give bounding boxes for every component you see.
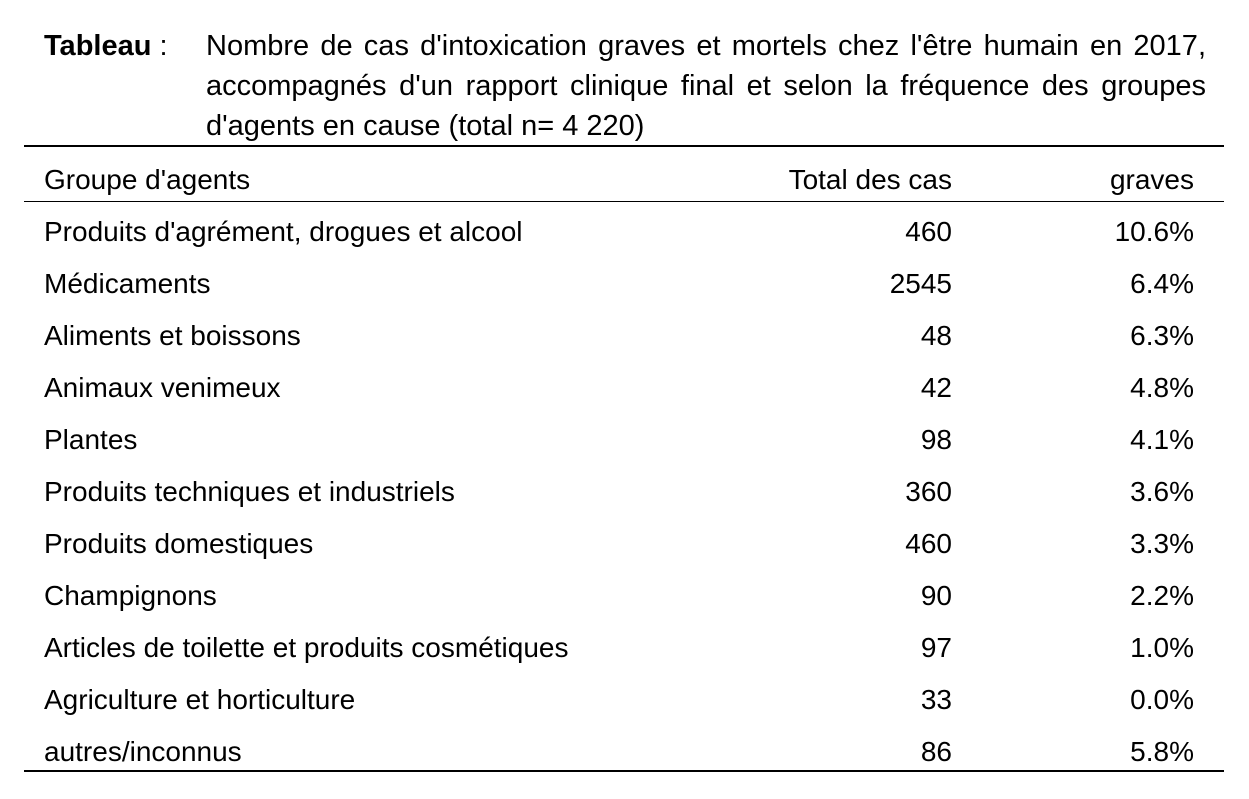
row-total: 33 [920, 684, 952, 715]
row-graves: 4.8% [1130, 372, 1194, 403]
caption-text: Nombre de cas d'intoxication graves et mortels chez l'être humain en 2017, accompagnés d'un rapport clinique final et selon la fréquence des groupes d'agents en cause (total n= 4 220) [206, 30, 1206, 142]
caption-label-text: Tableau [44, 30, 152, 62]
table-row [0, 622, 1249, 674]
row-total: 86 [920, 736, 952, 767]
row-group: Produits domestiques [44, 528, 314, 559]
row-total: 48 [920, 320, 952, 351]
table-bottom-rule [24, 770, 1224, 772]
row-group: Produits techniques et industriels [44, 476, 455, 507]
row-group: Articles de toilette et produits cosmétiques [44, 632, 569, 663]
table-header-row [0, 154, 1249, 206]
header-total: Total des cas [788, 164, 952, 195]
table-row [0, 310, 1249, 362]
table-row [0, 466, 1249, 518]
row-group: Médicaments [44, 268, 211, 299]
row-graves: 4.1% [1130, 424, 1194, 455]
row-group: Produits d'agrément, drogues et alcool [44, 216, 523, 247]
row-total: 460 [905, 528, 952, 559]
row-total: 98 [920, 424, 952, 455]
row-total: 460 [905, 216, 952, 247]
row-graves: 3.3% [1130, 528, 1194, 559]
row-graves: 5.8% [1130, 736, 1194, 767]
table-row [0, 362, 1249, 414]
row-group: Plantes [44, 424, 138, 455]
row-graves: 6.3% [1130, 320, 1194, 351]
table-header-rule [24, 201, 1224, 202]
row-graves: 3.6% [1130, 476, 1194, 507]
row-group: autres/inconnus [44, 736, 242, 767]
table-row [0, 258, 1249, 310]
row-graves: 10.6% [1114, 216, 1194, 247]
table-top-rule [24, 145, 1224, 147]
row-graves: 0.0% [1130, 684, 1194, 715]
header-group: Groupe d'agents [44, 164, 251, 195]
table-row [0, 206, 1249, 258]
row-total: 42 [920, 372, 952, 403]
header-graves: graves [1109, 164, 1194, 195]
table-row [0, 570, 1249, 622]
row-total: 90 [920, 580, 952, 611]
table-row [0, 518, 1249, 570]
row-total: 360 [905, 476, 952, 507]
row-total: 2545 [889, 268, 952, 299]
row-graves: 6.4% [1130, 268, 1194, 299]
table-row [0, 674, 1249, 726]
caption-separator: : [151, 30, 168, 62]
caption-label [44, 26, 206, 146]
row-graves: 2.2% [1130, 580, 1194, 611]
row-total: 97 [920, 632, 952, 663]
row-group: Animaux venimeux [44, 372, 281, 403]
row-group: Aliments et boissons [44, 320, 301, 351]
row-group: Champignons [44, 580, 217, 611]
table-caption [44, 26, 1206, 146]
row-graves: 1.0% [1130, 632, 1194, 663]
row-group: Agriculture et horticulture [44, 684, 356, 715]
table-row [0, 414, 1249, 466]
